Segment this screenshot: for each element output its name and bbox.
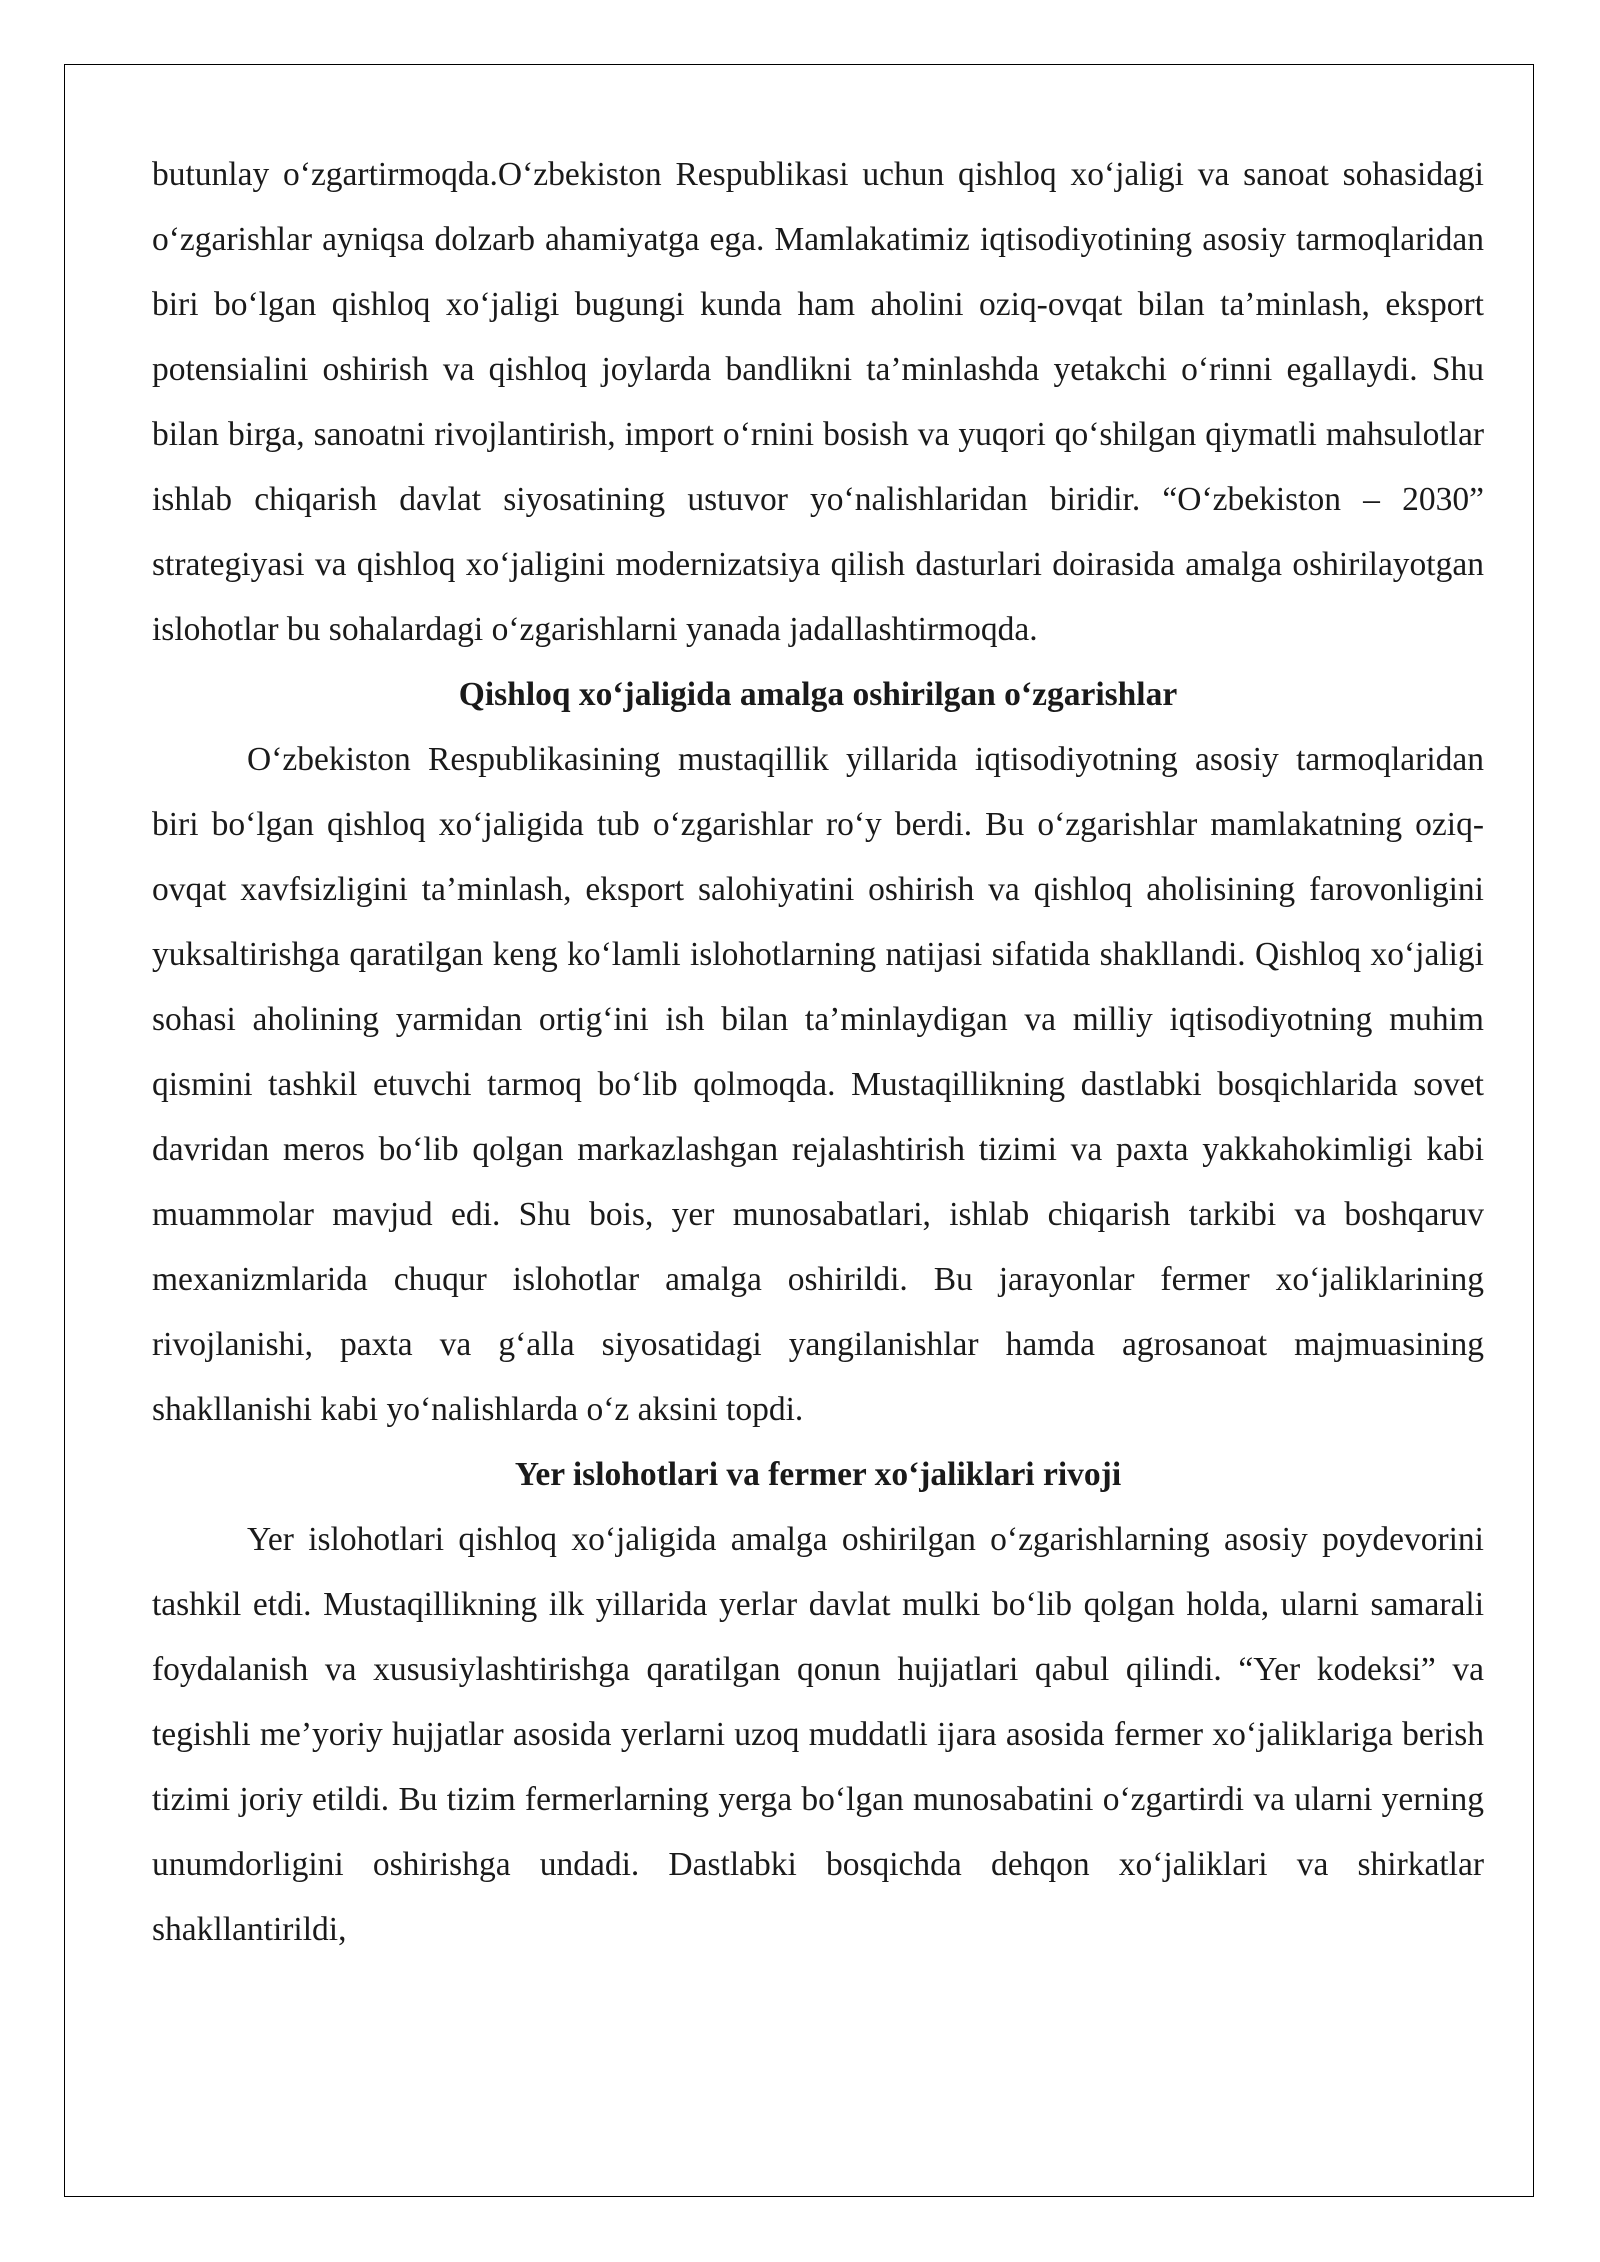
section-heading-land-reforms: Yer islohotlari va fermer xo‘jaliklari rivoji xyxy=(514,1456,1122,1493)
section-heading-agriculture-changes: Qishloq xo‘jaligida amalga oshirilgan o‘zgarishlar xyxy=(458,676,1178,713)
paragraph-land-reforms: Yer islohotlari qishloq xo‘jaligida amalga oshirilgan o‘zgarishlarning asosiy poydevorini tashkil etdi. Mustaqillikning ilk yillarida yerlar davlat mulki bo‘lib qolgan holda, ularni samarali foydalanish va xususiylashtirishga qaratilgan qonun hujjatlari qabul qilindi. “Yer kodeksi” va tegishli me’yoriy hujjatlar asosida yerlarni uzoq muddatli ijara asosida fermer xo‘jaliklariga berish tizimi joriy etildi. Bu tizim fermerlarning yerga bo‘lgan munosabatini o‘zgartirdi va ularni yerning unumdorligini oshirishga undadi. Dastlabki bosqichda dehqon xo‘jaliklari va shirkatlar shakllantirildi, xyxy=(152,1521,1484,1948)
document-body xyxy=(152,142,1484,1962)
paragraph-intro-continuation: butunlay o‘zgartirmoqda.O‘zbekiston Respublikasi uchun qishloq xo‘jaligi va sanoat sohasidagi o‘zgarishlar ayniqsa dolzarb ahamiyatga ega. Mamlakatimiz iqtisodiyotining asosiy tarmoqlaridan biri bo‘lgan qishloq xo‘jaligi bugungi kunda ham aholini oziq-ovqat bilan ta’minlash, eksport potensialini oshirish va qishloq joylarda bandlikni ta’minlashda yetakchi o‘rinni egallaydi. Shu bilan birga, sanoatni rivojlantirish, import o‘rnini bosish va yuqori qo‘shilgan qiymatli mahsulotlar ishlab chiqarish davlat siyosatining ustuvor yo‘nalishlaridan biridir. “O‘zbekiston – 2030” strategiyasi va qishloq xo‘jaligini modernizatsiya qilish dasturlari doirasida amalga oshirilayotgan islohotlar bu sohalardagi o‘zgarishlarni yanada jadallashtirmoqda. xyxy=(152,156,1484,648)
paragraph-agriculture-changes: O‘zbekiston Respublikasining mustaqillik yillarida iqtisodiyotning asosiy tarmoqlaridan biri bo‘lgan qishloq xo‘jaligida tub o‘zgarishlar ro‘y berdi. Bu o‘zgarishlar mamlakatning oziq-ovqat xavfsizligini ta’minlash, eksport salohiyatini oshirish va qishloq aholisining farovonligini yuksaltirishga qaratilgan keng ko‘lamli islohotlarning natijasi sifatida shakllandi. Qishloq xo‘jaligi sohasi aholining yarmidan ortig‘ini ish bilan ta’minlaydigan va milliy iqtisodiyotning muhim qismini tashkil etuvchi tarmoq bo‘lib qolmoqda. Mustaqillikning dastlabki bosqichlarida sovet davridan meros bo‘lib qolgan markazlashgan rejalashtirish tizimi va paxta yakkahokimligi kabi muammolar mavjud edi. Shu bois, yer munosabatlari, ishlab chiqarish tarkibi va boshqaruv mexanizmlarida chuqur islohotlar amalga oshirildi. Bu jarayonlar fermer xo‘jaliklarining rivojlanishi, paxta va g‘alla siyosatidagi yangilanishlar hamda agrosanoat majmuasining shakllanishi kabi yo‘nalishlarda o‘z aksini topdi. xyxy=(152,741,1484,1428)
